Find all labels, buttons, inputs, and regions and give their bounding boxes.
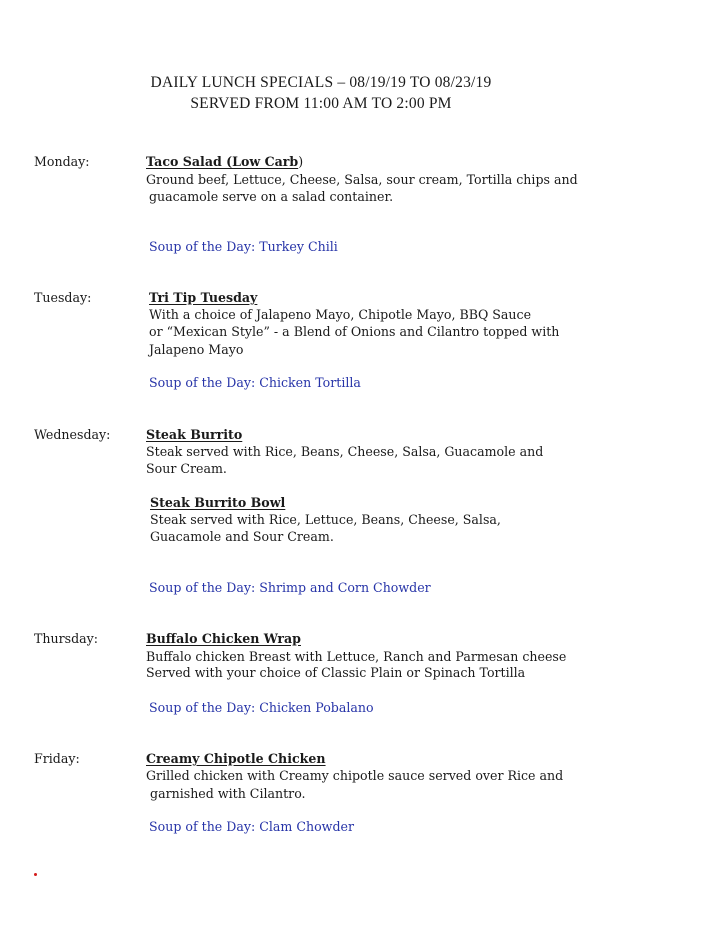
item-description-line: Served with your choice of Classic Plain or Spinach Tortilla: [146, 665, 526, 680]
soup-of-the-day-wednesday: Soup of the Day: Shrimp and Corn Chowder: [149, 580, 431, 595]
item-description-line: Buffalo chicken Breast with Lettuce, Ranch and Parmesan cheese: [146, 649, 567, 664]
red-marker-dot: [34, 873, 37, 876]
day-label-monday: Monday:: [34, 154, 90, 169]
item-description-line: Sour Cream.: [146, 461, 227, 476]
soup-of-the-day-monday: Soup of the Day: Turkey Chili: [149, 239, 338, 254]
day-label-wednesday: Wednesday:: [34, 427, 111, 442]
day-label-tuesday: Tuesday:: [34, 290, 92, 305]
item-description-line: Guacamole and Sour Cream.: [150, 529, 334, 544]
item-title-tuesday: [149, 289, 257, 306]
item-description-line: With a choice of Jalapeno Mayo, Chipotle Mayo, BBQ Sauce: [149, 307, 532, 322]
day-label-thursday: Thursday:: [34, 631, 99, 646]
item-description-line: Ground beef, Lettuce, Cheese, Salsa, sour cream, Tortilla chips and: [146, 172, 578, 187]
soup-of-the-day-thursday: Soup of the Day: Chicken Pobalano: [149, 700, 374, 715]
item-title-thursday: [146, 630, 301, 647]
header-title: DAILY LUNCH SPECIALS – 08/19/19 TO 08/23/19: [150, 74, 492, 91]
item-title-text: Tri Tip Tuesday: [149, 290, 258, 305]
item-description-line: guacamole serve on a salad container.: [149, 189, 394, 204]
item-title-wednesday: [146, 426, 242, 443]
item-description-line: Steak served with Rice, Beans, Cheese, Salsa, Guacamole and: [146, 444, 544, 459]
soup-of-the-day-friday: Soup of the Day: Clam Chowder: [149, 819, 354, 834]
item-title-text: Steak Burrito Bowl: [150, 495, 286, 510]
item-title-suffix: ): [298, 154, 304, 169]
soup-of-the-day-tuesday: Soup of the Day: Chicken Tortilla: [149, 375, 361, 390]
day-label-friday: Friday:: [34, 751, 80, 766]
item-title-text: Steak Burrito: [146, 427, 243, 442]
item-title-monday: [146, 153, 303, 170]
document-header: [0, 72, 642, 114]
header-hours: SERVED FROM 11:00 AM TO 2:00 PM: [190, 95, 452, 112]
item-description-line: garnished with Cilantro.: [146, 786, 306, 801]
item-description-line: Grilled chicken with Creamy chipotle sauce served over Rice and: [146, 768, 564, 783]
item-description-line: or “Mexican Style” - a Blend of Onions and Cilantro topped with: [149, 324, 560, 339]
item-title-friday: [146, 750, 326, 767]
item-title-text: Buffalo Chicken Wrap: [146, 631, 301, 646]
item-description-line: Jalapeno Mayo: [149, 342, 244, 357]
item-description-line: Steak served with Rice, Lettuce, Beans, Cheese, Salsa,: [150, 512, 501, 527]
item-title-wednesday-bowl: [150, 494, 285, 511]
item-title-text: Taco Salad (Low Carb: [146, 154, 299, 169]
item-title-text: Creamy Chipotle Chicken: [146, 751, 326, 766]
